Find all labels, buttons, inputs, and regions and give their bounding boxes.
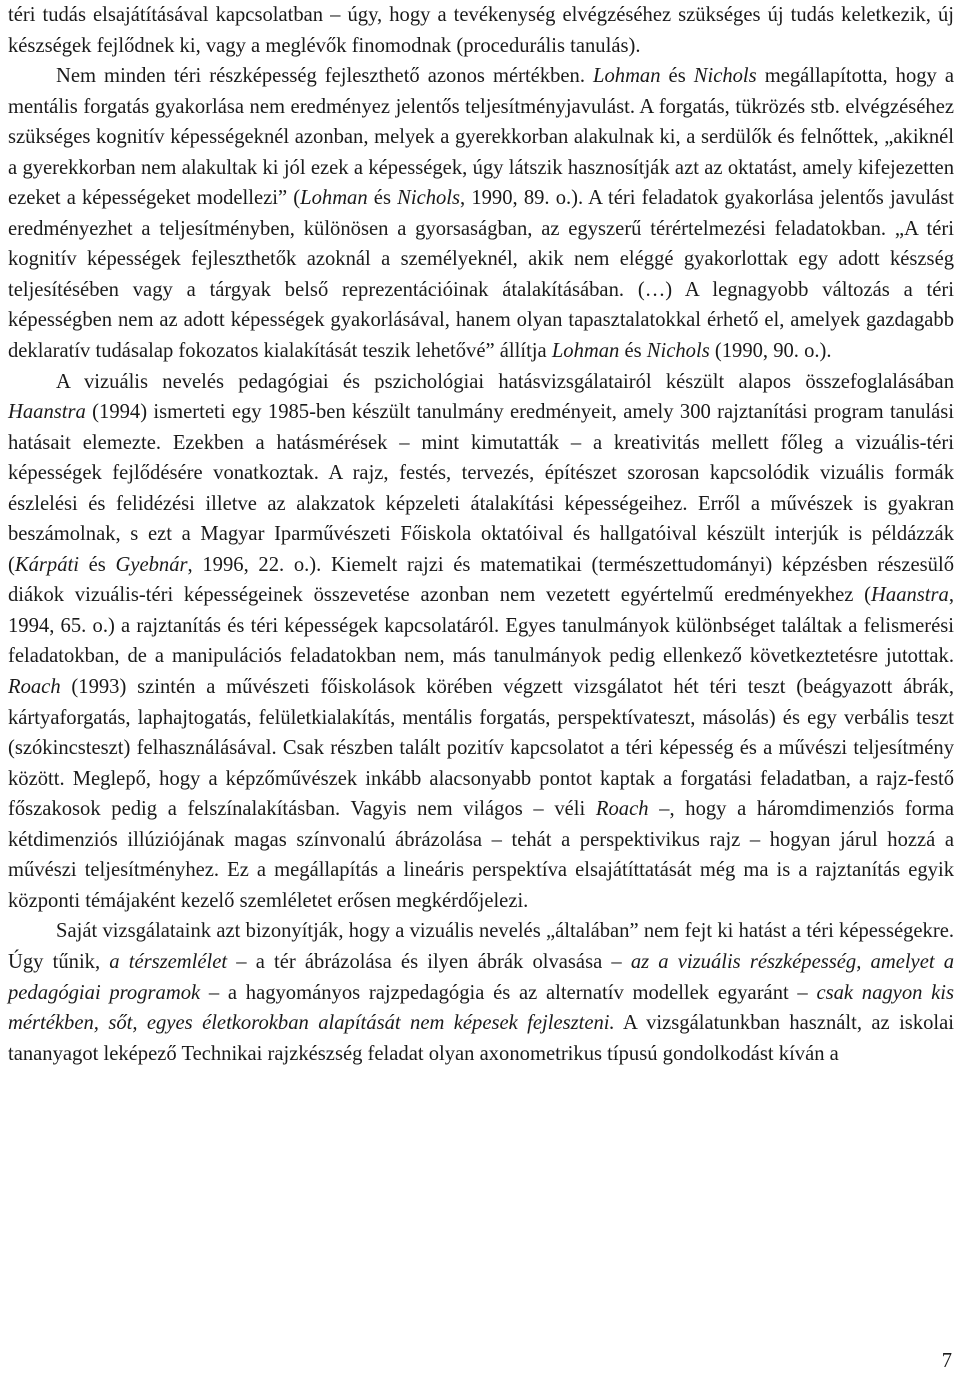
body-text: – a tér ábrázolása és ilyen ábrák olvasása – <box>227 950 631 973</box>
italic-text: Lohman <box>551 340 620 363</box>
body-text: és <box>619 340 647 363</box>
paragraph-1 <box>8 0 954 61</box>
body-text: Nem minden téri részképesség fejleszthető azonos mértékben. <box>56 65 594 88</box>
italic-text: csak nagyon kis mértékben, sőt, egyes életkorokban alapítását nem képesek fejleszteni. <box>8 981 955 1035</box>
body-text: , 1990, 89. o.). A téri feladatok gyakorlása jelentős javulást eredményezhet a teljesítményben, különösen a gyorsaságban, az egyszerű térértelmezési feladatokban. „A téri kognitív képességek fejleszthetők azoknál a személyeknél, akik nem eléggé gyakorlottak egy adott készség teljesítésében vagy a tárgyak belső reprezentációinak átalakításában. (…) A legnagyobb változás a téri képességben nem az adott képességek gyakorlásával, hanem olyan tapasztalatokkal érhető el, amelyek gazdagabb deklaratív tudásalap fokozatos kialakítását teszik lehetővé” állítja <box>8 187 954 363</box>
body-text: és <box>78 553 116 576</box>
page-number: 7 <box>941 1350 952 1372</box>
italic-text: Kárpáti <box>14 553 79 576</box>
italic-text: Lohman <box>593 65 661 88</box>
body-text: A vizuális nevelés pedagógiai és pszichológiai hatásvizsgálatairól készült alapos összefoglalásában <box>56 370 954 393</box>
italic-text: Nichols <box>397 187 461 210</box>
body-text: , 1994, 65. o.) a rajztanítás és téri képességek kapcsolatáról. Egyes tanulmányok különbséget találtak a felismerési feladatokban, de a manipulációs feladatokban nem, más tanulmányok pedig ellenkező következtetésre jutottak. <box>8 584 954 668</box>
italic-text: az a vizuális részképesség, amelyet a pedagógiai programok <box>8 950 955 1004</box>
body-text: –, hogy a háromdimenziós forma kétdimenziós illúziójának magas színvonalú ábrázolása – tehát a perspektivikus rajz – hogyan járul hozzá a művészi teljesítményhez. Ez a megállapítás a lineáris perspektíva elsajátíttatását még ma is a rajztanítás egyik központi témájaként kezelő szemléletet erősen megkérdőjelezi. <box>8 798 954 912</box>
italic-text: Gyebnár <box>115 553 188 576</box>
italic-text: Roach <box>8 676 61 699</box>
paragraph-2 <box>8 61 954 366</box>
body-text: téri tudás elsajátításával kapcsolatban – úgy, hogy a tevékenység elvégzéséhez szükséges új tudás keletkezik, új készségek fejlődnek ki, vagy a meglévők finomodnak (procedurális tanulás). <box>8 4 954 57</box>
body-text: (1994) ismerteti egy 1985-ben készült tanulmány eredményeit, amely 300 rajztanítási program tanulási hatásait elemezte. Ezekben a hatásmérések – mint kimutatták – a kreativitás mellett főleg a vizuális-téri képességek fejlődésére vonatkoztak. A rajz, festés, tervezés, építészet szorosan kapcsolódik vizuális formák észlelési és felidézési illetve az alakzatok képzeleti átalakítási képességeihez. Erről a művészek is gyakran beszámolnak, s ezt a Magyar Iparművészeti Főiskola oktatóival és hallgatóival készült interjúk is példázzák ( <box>8 401 954 576</box>
body-text: (1993) szintén a művészeti főiskolások körében végzett vizsgálatot hét téri teszt (beágyazott ábrák, kártyaforgatás, laphajtogatás, felületkialakítás, mentális forgatás, perspektívateszt, másolás) és egy verbális teszt (szókincsteszt) felhasználásával. Csak részben talált pozitív kapcsolatot a téri képesség és a művészi teljesítmény között. Meglepő, hogy a képzőművészek inkább alacsonyabb pontot kaptak a forgatási feladatban, a rajz-festő főszakosok pedig a felszínalakításban. Vagyis nem világos – véli <box>8 676 954 821</box>
body-text: , 1996, 22. o.). Kiemelt rajzi és matematikai (természettudományi) képzésben részesülő diákok vizuális-téri képességeinek összevetése azonban nem vezetett egyértelmű eredményekhez ( <box>8 553 955 607</box>
body-text: (1990, 90. o.). <box>709 340 832 363</box>
document-body <box>8 0 954 1069</box>
italic-text: Haanstra <box>871 584 949 607</box>
italic-text: Roach <box>595 798 649 821</box>
body-text: Saját vizsgálataink azt bizonyítják, hogy a vizuális nevelés „általában” nem fejt ki hatást a téri képességekre. Úgy tűnik, <box>8 920 954 973</box>
italic-text: Nichols <box>646 340 710 363</box>
italic-text: Nichols <box>693 65 757 88</box>
body-text: – a hagyományos rajzpedagógia és az alternatív modellek egyaránt – <box>200 981 817 1004</box>
italic-text: a térszemlélet <box>109 950 228 973</box>
paragraph-3 <box>8 367 954 917</box>
body-text: A vizsgálatunkban használt, az iskolai tananyagot leképező Technikai rajzkészség feladat olyan axonometrikus típusú gondolkodást kíván a <box>8 1012 954 1065</box>
paragraph-4 <box>8 916 954 1069</box>
italic-text: Haanstra <box>8 401 86 424</box>
body-text: és <box>660 65 694 88</box>
italic-text: Lohman <box>300 187 368 210</box>
body-text: és <box>367 187 398 210</box>
body-text: megállapította, hogy a mentális forgatás gyakorlása nem eredményez jelentős teljesítményjavulást. A forgatás, tükrözés stb. elvégzéséhez szükséges kognitív képességeknél azonban, melyek a gyerekkorban alakulnak ki, a serdülők és felnőttek, „akiknél a gyerekkorban nem alakultak ki jól ezek a képességek, úgy látszik hasznosítják azt az oktatást, amely kifejezetten ezeket a képességeket modellezi” ( <box>8 65 954 210</box>
